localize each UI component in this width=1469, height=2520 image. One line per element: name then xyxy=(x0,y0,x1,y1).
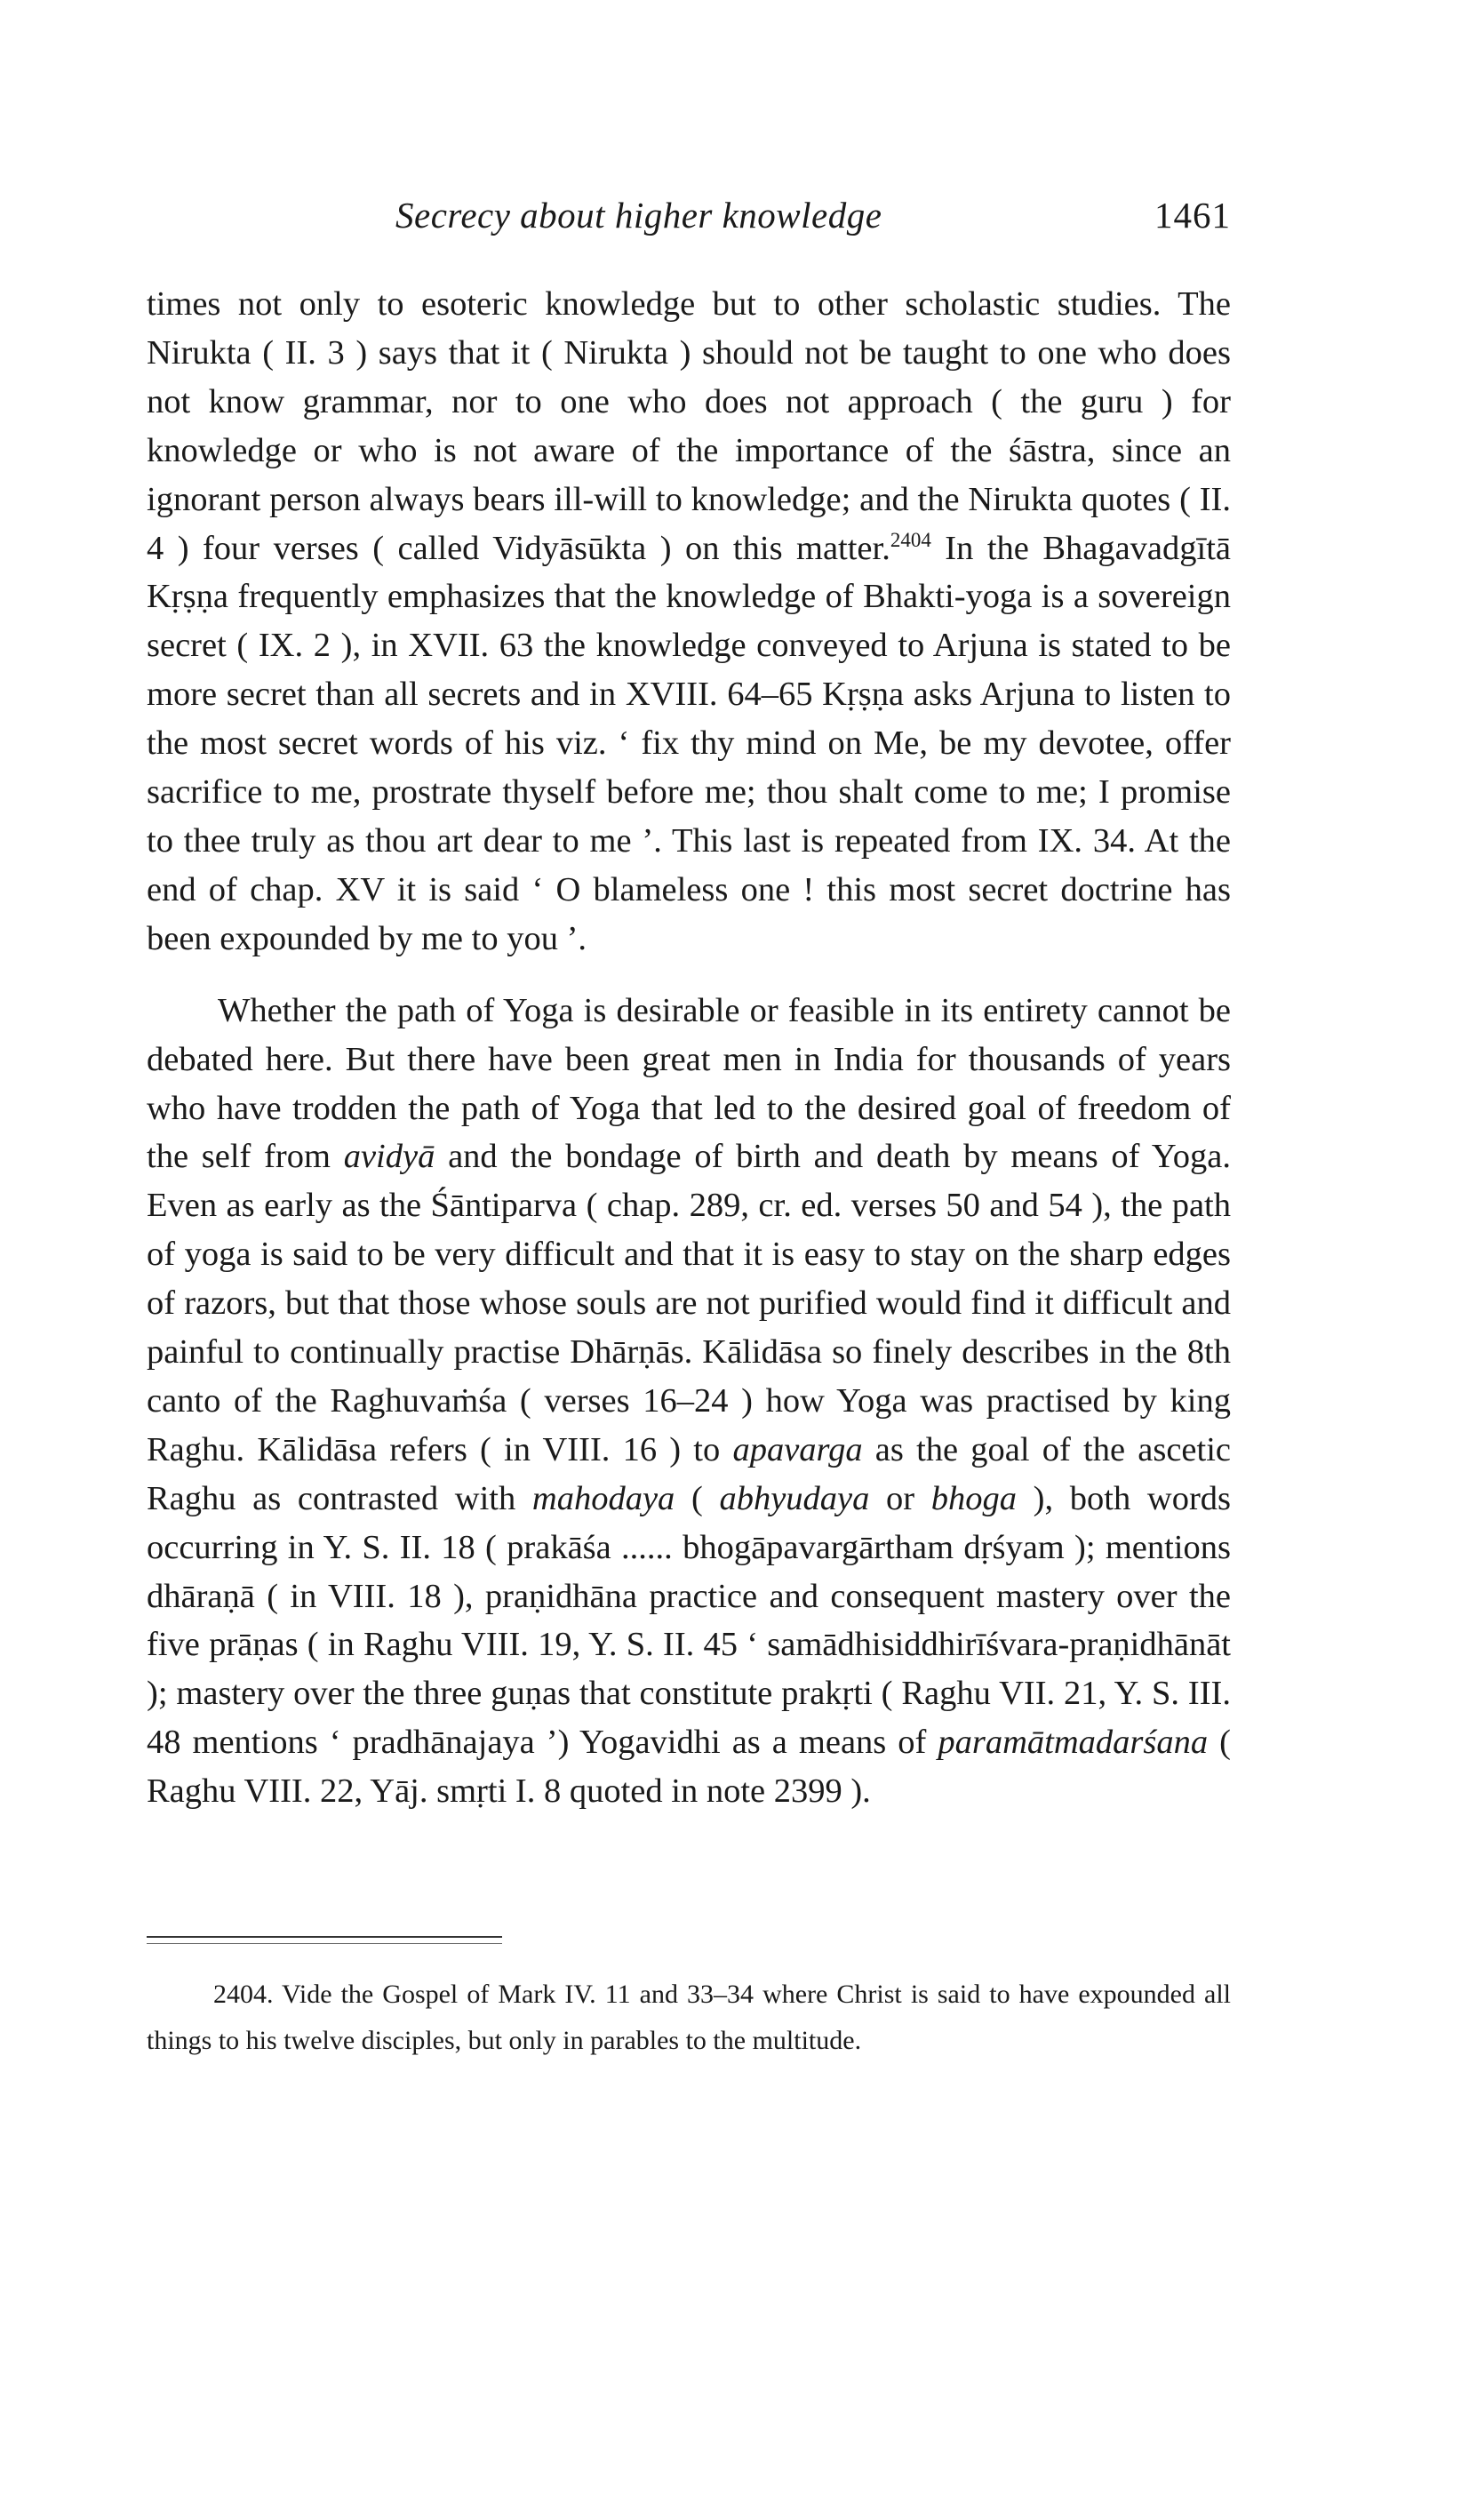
paragraph-2-segment: ), both words occurring in Y. S. II. 18 ( prakāśa ...... bhogāpavargārtham dṛśyam ); mentions dhāraṇā ( in VIII. 18 ), praṇidhāna practice and consequent mastery over the five prāṇas ( in Raghu VIII. 19, Y. S. II. 45 ‘ samādhisiddhirīśvara-praṇidhānāt ); mastery over the three guṇas that constitute prakṛti ( Raghu VII. 21, Y. S. III. 48 mentions ‘ pradhānajaya ’) Yogavidhi as a means of xyxy=(147,1479,1231,1762)
footnote-divider-secondary xyxy=(147,1943,502,1944)
footnote-reference: 2404 xyxy=(890,528,931,551)
paragraph-2-segment: or xyxy=(869,1479,931,1517)
paragraph-2-segment: and the bondage of birth and death by means of Yoga. Even as early as the Śāntiparva ( chap. 289, cr. ed. verses 50 and 54 ), the path of yoga is said to be very difficult and that it is easy to stay on the sharp edges of razors, but that those whose souls are not purified would find it difficult and painful to continually practise Dhārṇās. Kālidāsa so finely describes in the 8th canto of the Raghuvaṁśa ( verses 16–24 ) how Yoga was practised by king Raghu. Kālidāsa refers ( in VIII. 16 ) to xyxy=(147,1138,1231,1468)
italic-term-avidya: avidyā xyxy=(343,1138,435,1176)
running-title: Secrecy about higher knowledge xyxy=(395,195,882,236)
page-header xyxy=(147,194,1231,247)
italic-term-apavarga: apavarga xyxy=(732,1430,863,1468)
paragraph-2-segment: Whether the path of Yoga is desirable or feasible in its entirety cannot be debated here. But there have been great men in India for thousands of years who have trodden the path of Yoga that led to the desired goal of freedom of the self from xyxy=(147,991,1231,1176)
italic-term-paramatmadarsana: paramātmadarśana xyxy=(938,1724,1209,1762)
footnote-divider xyxy=(147,1936,502,1938)
paragraph-2-segment: ( Raghu VIII. 22, Yāj. smṛti I. 8 quoted in note 2399 ). xyxy=(147,1724,1231,1811)
italic-term-abhyudaya: abhyudaya xyxy=(719,1479,870,1517)
paragraph-2-segment: as the goal of the ascetic Raghu as contrasted with xyxy=(147,1430,1232,1517)
footnote-2404: 2404. Vide the Gospel of Mark IV. 11 and 33–34 where Christ is said to have expounded all things to his twelve disciples, but only in parables to the multitude. xyxy=(147,1980,1231,2055)
paragraph-2 xyxy=(147,987,1231,1816)
paragraph-1 xyxy=(147,280,1231,964)
paragraph-1-part-2: In the Bhagavadgītā Kṛṣṇa frequently emphasizes that the knowledge of Bhakti-yoga is a sovereign secret ( IX. 2 ), in XVII. 63 the knowledge conveyed to Arjuna is stated to be more secret than all secrets and in XVIII. 64–65 Kṛṣṇa asks Arjuna to listen to the most secret words of his viz. ‘ fix thy mind on Me, be my devotee, offer sacrifice to me, prostrate thyself before me; thou shalt come to me; I promise to thee truly as thou art dear to me ’. This last is repeated from IX. 34. At the end of chap. XV it is said ‘ O blameless one ! this most secret doctrine has been expounded by me to you ’. xyxy=(147,529,1231,957)
italic-term-bhoga: bhoga xyxy=(930,1479,1018,1517)
paragraph-1-part-1: times not only to esoteric knowledge but to other scholastic studies. The Nirukta ( II. 3 ) says that it ( Nirukta ) should not be taught to one who does not know grammar, nor to one who does not approach ( the guru ) for knowledge or who is not aware of the importance of the śāstra, since an ignorant person always bears ill-will to knowledge; and the Nirukta quotes ( II. 4 ) four verses ( called Vidyāsūkta ) on this matter. xyxy=(147,285,1231,567)
body-text xyxy=(147,280,1231,1816)
italic-term-mahodaya: mahodaya xyxy=(531,1479,675,1517)
paragraph-2-segment: ( xyxy=(675,1479,720,1517)
page-number: 1461 xyxy=(1154,195,1231,236)
